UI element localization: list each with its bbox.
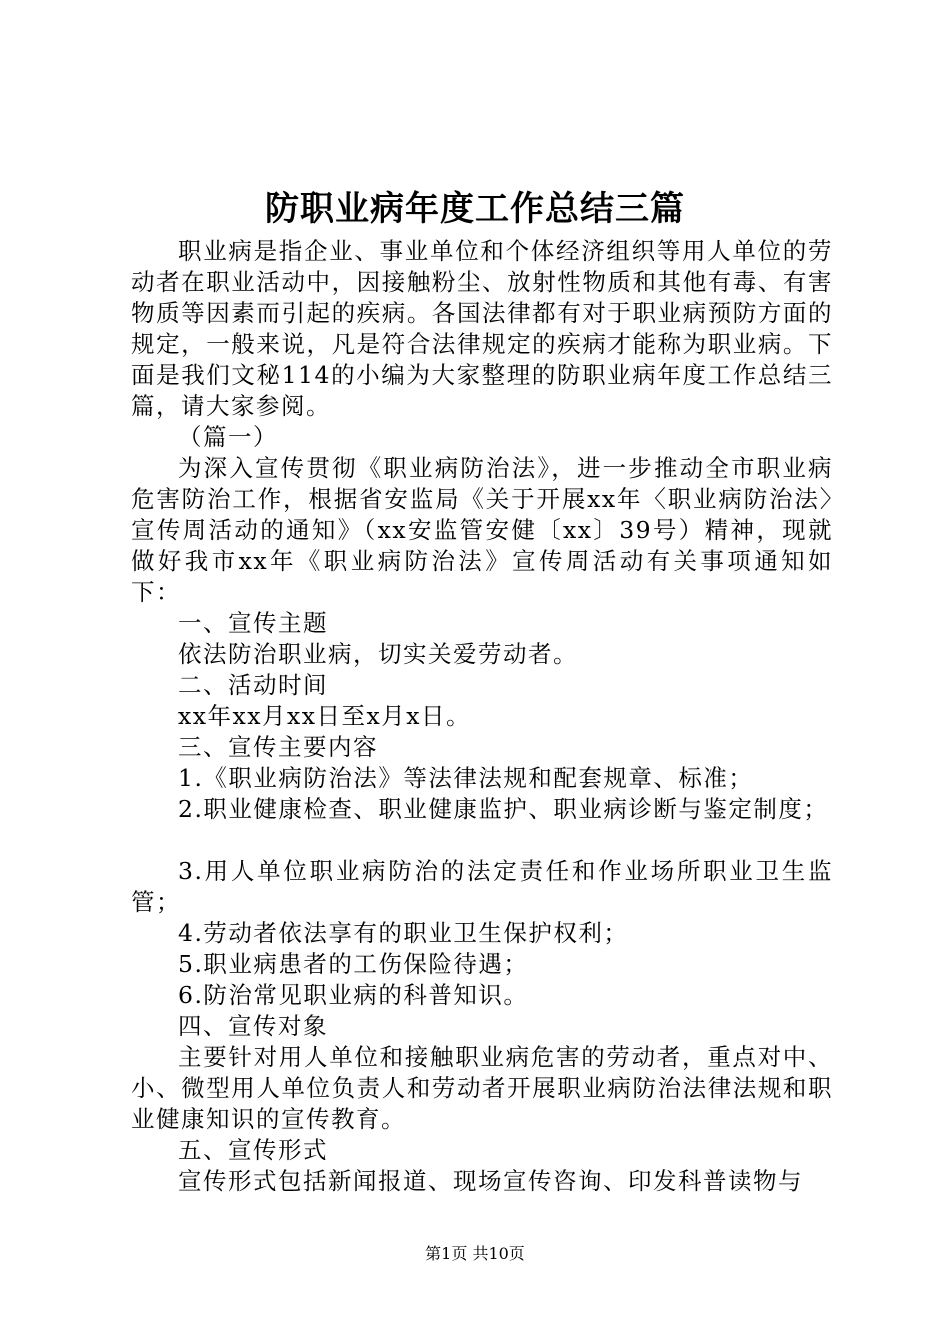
theme-text: 依法防治职业病，切实关爱劳动者。 [178,640,578,668]
activity-time-text: xx年xx月xx日至x月x日。 [178,702,472,730]
heading-main-content: 三、宣传主要内容 [178,733,378,761]
section-label-part-one: （篇一） [178,423,278,451]
content-item-6: 6.防治常见职业病的科普知识。 [178,981,529,1009]
heading-activity-time: 二、活动时间 [178,671,328,699]
heading-form: 五、宣传形式 [178,1136,328,1164]
content-item-5: 5.职业病患者的工伤保险待遇； [178,950,529,978]
intro-paragraph: 职业病是指企业、事业单位和个体经济组织等用人单位的劳动者在职业活动中，因接触粉尘、放射性物质和其他有毒、有害物质等因素而引起的疾病。各国法律都有对于职业病预防方面的规定，一般来说，凡是符合法律规定的疾病才能称为职业病。下面是我们文秘114的小编为大家整理的防职业病年度工作总结三篇，请大家参阅。 [131,237,833,420]
heading-audience: 四、宣传对象 [178,1012,328,1040]
content-item-4: 4.劳动者依法享有的职业卫生保护权利； [178,919,629,947]
content-item-1: 1.《职业病防治法》等法律法规和配套规章、标准； [178,764,754,792]
blank-line [131,825,833,856]
document-title: 防职业病年度工作总结三篇 [265,189,685,229]
audience-text: 主要针对用人单位和接触职业病危害的劳动者，重点对中、小、微型用人单位负责人和劳动者开展职业病防治法律法规和职业健康知识的宣传教育。 [131,1043,833,1133]
document-body [131,236,833,1197]
form-text: 宣传形式包括新闻报道、现场宣传咨询、印发科普读物与 [178,1167,803,1195]
heading-theme: 一、宣传主题 [178,609,328,637]
notice-paragraph: 为深入宣传贯彻《职业病防治法》，进一步推动全市职业病危害防治工作，根据省安监局《关于开展xx年〈职业病防治法〉宣传周活动的通知》（xx安监管安健〔xx〕39号）精神，现就做好我市xx年《职业病防治法》宣传周活动有关事项通知如下： [131,454,833,606]
page-footer: 第1页 共10页 [425,1244,525,1263]
content-item-3: 3.用人单位职业病防治的法定责任和作业场所职业卫生监管； [131,857,833,916]
content-item-2: 2.职业健康检查、职业健康监护、职业病诊断与鉴定制度； [178,795,829,823]
